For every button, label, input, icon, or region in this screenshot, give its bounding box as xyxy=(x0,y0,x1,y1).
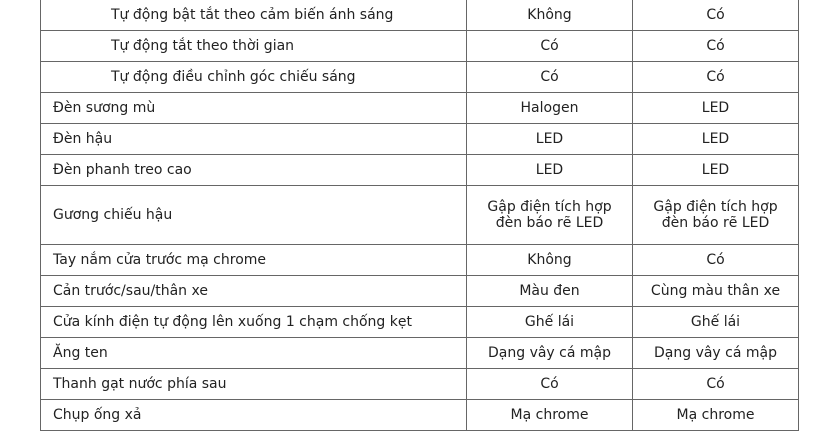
variant-1-cell: LED xyxy=(467,155,633,186)
table-row xyxy=(41,31,799,62)
variant-1-cell: Màu đen xyxy=(467,276,633,307)
variant-1-cell: Mạ chrome xyxy=(467,400,633,431)
feature-cell: Cản trước/sau/thân xe xyxy=(41,276,467,307)
spec-table-body xyxy=(41,0,799,431)
variant-2-cell: Dạng vây cá mập xyxy=(633,338,799,369)
variant-2-cell: Có xyxy=(633,245,799,276)
variant-1-cell: Halogen xyxy=(467,93,633,124)
variant-2-cell: Cùng màu thân xe xyxy=(633,276,799,307)
feature-cell: Tự động tắt theo thời gian xyxy=(41,31,467,62)
variant-2-cell: LED xyxy=(633,93,799,124)
table-row xyxy=(41,93,799,124)
table-row xyxy=(41,62,799,93)
feature-cell: Đèn hậu xyxy=(41,124,467,155)
variant-1-cell: Không xyxy=(467,245,633,276)
table-row xyxy=(41,369,799,400)
feature-cell: Chụp ống xả xyxy=(41,400,467,431)
variant-1-cell: Có xyxy=(467,369,633,400)
table-row xyxy=(41,307,799,338)
feature-cell: Gương chiếu hậu xyxy=(41,186,467,245)
table-row xyxy=(41,155,799,186)
variant-1-cell: Không xyxy=(467,0,633,31)
variant-1-cell: Gập điện tích hợp đèn báo rẽ LED xyxy=(467,186,633,245)
variant-2-cell: Có xyxy=(633,0,799,31)
variant-2-cell: Mạ chrome xyxy=(633,400,799,431)
variant-1-cell: Có xyxy=(467,62,633,93)
variant-2-cell: LED xyxy=(633,155,799,186)
table-row xyxy=(41,276,799,307)
table-row xyxy=(41,124,799,155)
table-row xyxy=(41,338,799,369)
feature-cell: Cửa kính điện tự động lên xuống 1 chạm chống kẹt xyxy=(41,307,467,338)
spec-table xyxy=(40,0,799,431)
variant-2-cell: Ghế lái xyxy=(633,307,799,338)
variant-1-cell: Ghế lái xyxy=(467,307,633,338)
feature-cell: Ăng ten xyxy=(41,338,467,369)
table-row xyxy=(41,400,799,431)
table-row xyxy=(41,245,799,276)
variant-2-cell: LED xyxy=(633,124,799,155)
variant-2-cell: Gập điện tích hợp đèn báo rẽ LED xyxy=(633,186,799,245)
variant-1-cell: Có xyxy=(467,31,633,62)
feature-cell: Tay nắm cửa trước mạ chrome xyxy=(41,245,467,276)
feature-cell: Đèn sương mù xyxy=(41,93,467,124)
feature-cell: Thanh gạt nước phía sau xyxy=(41,369,467,400)
feature-cell: Tự động bật tắt theo cảm biến ánh sáng xyxy=(41,0,467,31)
variant-2-cell: Có xyxy=(633,62,799,93)
variant-2-cell: Có xyxy=(633,31,799,62)
variant-1-cell: Dạng vây cá mập xyxy=(467,338,633,369)
feature-cell: Tự động điều chỉnh góc chiếu sáng xyxy=(41,62,467,93)
table-row xyxy=(41,186,799,245)
feature-cell: Đèn phanh treo cao xyxy=(41,155,467,186)
variant-2-cell: Có xyxy=(633,369,799,400)
table-row xyxy=(41,0,799,31)
variant-1-cell: LED xyxy=(467,124,633,155)
